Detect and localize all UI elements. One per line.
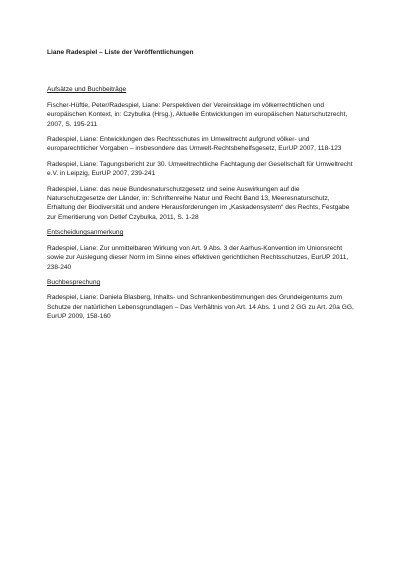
section-articles [47,85,357,222]
publication-entry: Radespiel, Liane: Entwicklungen des Rechtsschutes im Umweltrecht aufgrund völker- und europarechtlicher Vorgaben – insbesondere das Umwelt-Rechtsbehelfsgesetz, EurUP 2007, 118-123 [47,136,342,153]
section-heading-articles: Aufsätze und Buchbeiträge [47,86,127,94]
publication-entry: Radespiel, Liane: Daniela Blasberg, Inhalts- und Schrankenbestimmungen des Grundeigentums zum Schutze der natürlichen Lebensgrundlagen – Das Verhältnis von Art. 14 Abs. 1 und 2 GG zu Art. 20a GG, EurUP 2009, 158-160 [47,294,354,321]
publication-entry: Radespiel, Liane: Tagungsbericht zur 30. Umweltrechtliche Fachtagung der Gesellschaft für Umweltrecht e.V. in Leipzig, EurUP 2007, 239-241 [47,160,353,178]
section-heading-book-reviews: Buchbesprechung [47,278,101,286]
document-title: Liane Radespiel – Liste der Veröffentlichungen [47,49,194,56]
section-book-reviews [47,278,357,322]
publication-entry: Radespiel, Liane: Zur unmittelbaren Wirkung von Art. 9 Abs. 3 der Aarhus-Konvention im Unionsrecht sowie zur Auslegung dieser Norm im Sinne eines effektiven gerichtlichen Rechtsschutzes, EurUP 2011, 238-240 [47,244,349,271]
section-case-notes [47,228,357,272]
document-page [47,48,357,328]
publication-entry: Radespiel, Liane: das neue Bundesnaturschutzgesetz und seine Auswirkungen auf die Naturschutzgesetze der Länder, in: Schriftenreihe Natur und Recht Band 13, Meeresnaturschutz, Erhaltung der Biodiversität und andere Herausforderungen im „Kaskadensystem“ des Rechts, Festgabe zur Emeritierung von Detlef Czybulka, 2011, S. 1-28 [47,185,350,221]
section-heading-case-notes: Entscheidungsanmerkung [47,229,124,237]
publication-entry: Fischer-Hüftle, Peter/Radespiel, Liane: Perspektiven der Vereinsklage im völkerrechtlichen und europäischen Kontext, in: Czybulka (Hrsg.), Aktuelle Entwicklungen im europäischen Naturschutzrecht, 2007, S. 195-211 [47,101,348,128]
